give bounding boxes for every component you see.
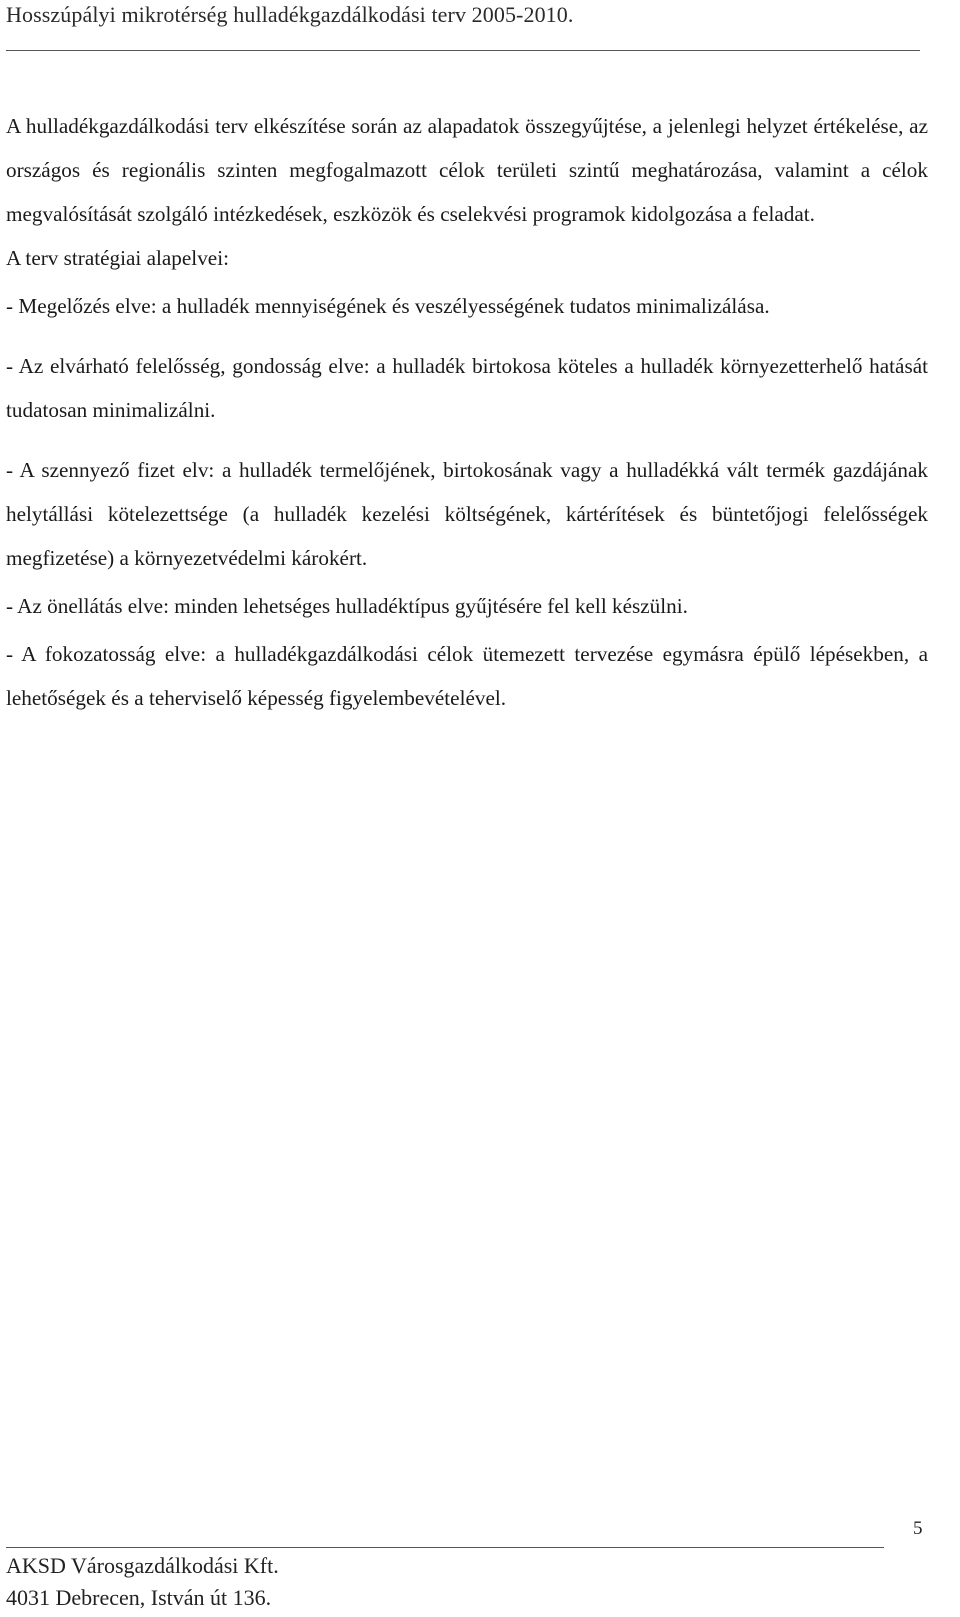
header-divider [6,50,920,51]
principle-responsibility: - Az elvárható felelősség, gondosság elve: a hulladék birtokosa köteles a hulladék környezetterhelő hatását tudatosan minimalizálni. [6,354,928,422]
document-body [6,104,928,720]
page-number: 5 [913,1518,923,1539]
intro-paragraph: A hulladékgazdálkodási terv elkészítése során az alapadatok összegyűjtése, a jelenlegi helyzet értékelése, az országos és regionális szinten megfogalmazott célok területi szintű meghatározása, valamint a célok megvalósítását szolgáló intézkedések, eszközök és cselekvési programok kidolgozása a feladat. [6,114,928,226]
footer-address: 4031 Debrecen, István út 136. [6,1585,272,1610]
footer-divider [6,1547,884,1548]
principles-heading: A terv stratégiai alapelvei: [6,246,229,270]
page-header-title: Hosszúpályi mikrotérség hulladékgazdálkodási terv 2005-2010. [6,2,574,27]
footer-company-name: AKSD Városgazdálkodási Kft. [6,1553,279,1578]
principle-polluter-pays: - A szennyező fizet elv: a hulladék termelőjének, birtokosának vagy a hulladékká vált termék gazdájának helytállási kötelezettsége (a hulladék kezelési költségének, kártérítések és büntetőjogi felelősségek megfizetése) a környezetvédelmi károkért. [6,458,928,570]
principle-self-sufficiency: - Az önellátás elve: minden lehetséges hulladéktípus gyűjtésére fel kell készülni. [6,594,688,618]
principle-gradualism: - A fokozatosság elve: a hulladékgazdálkodási célok ütemezett tervezése egymásra épülő lépésekben, a lehetőségek és a teherviselő képesség figyelembevételével. [6,642,928,710]
principle-prevention: - Megelőzés elve: a hulladék mennyiségének és veszélyességének tudatos minimalizálása. [6,294,770,318]
